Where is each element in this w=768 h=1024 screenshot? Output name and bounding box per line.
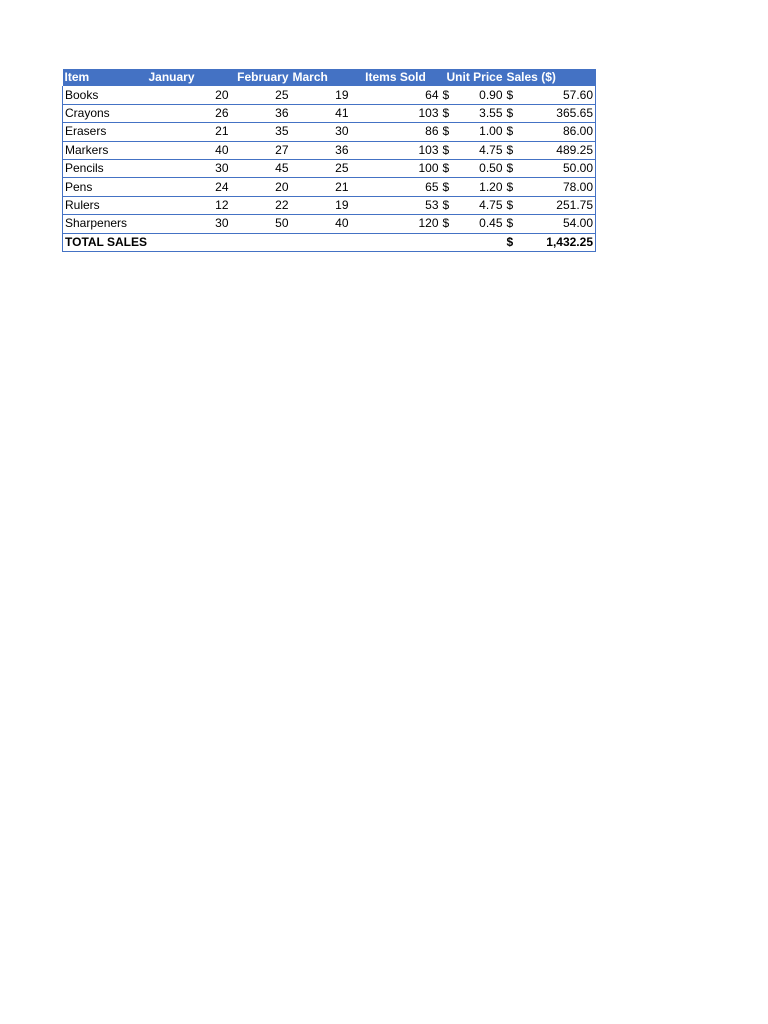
sales-cell[interactable]: [505, 159, 596, 177]
february-cell[interactable]: 35: [231, 123, 291, 141]
table-row-2: [63, 104, 596, 122]
january-cell[interactable]: 26: [147, 104, 231, 122]
sales-value: 365.65: [556, 105, 593, 120]
march-cell[interactable]: 21: [291, 178, 351, 196]
february-cell[interactable]: 22: [231, 196, 291, 214]
unit-price-currency: $: [442, 142, 450, 157]
february-cell[interactable]: 25: [231, 86, 291, 104]
header-row: [63, 69, 596, 86]
table-row-1: [63, 86, 596, 104]
march-cell[interactable]: 40: [291, 215, 351, 233]
items-sold-cell[interactable]: 103: [351, 104, 441, 122]
items-sold-cell[interactable]: 65: [351, 178, 441, 196]
sales-cell[interactable]: [505, 178, 596, 196]
item-cell[interactable]: Pens: [63, 178, 147, 196]
unit-price-cell[interactable]: [441, 196, 505, 214]
item-cell[interactable]: Markers: [63, 141, 147, 159]
total-row: [63, 233, 596, 251]
unit-price-currency: $: [442, 179, 450, 194]
items-sold-cell[interactable]: 120: [351, 215, 441, 233]
unit-price-currency: $: [442, 161, 450, 176]
sales-currency: $: [506, 197, 514, 212]
item-cell[interactable]: Erasers: [63, 123, 147, 141]
january-cell[interactable]: 21: [147, 123, 231, 141]
sales-value: 78.00: [562, 179, 593, 194]
sales-currency: $: [506, 87, 514, 102]
sales-currency: $: [506, 142, 514, 157]
sales-value: 489.25: [556, 142, 593, 157]
item-cell[interactable]: Rulers: [63, 196, 147, 214]
march-cell[interactable]: 25: [291, 159, 351, 177]
unit-price-value: 1.20: [479, 179, 503, 194]
january-cell[interactable]: 30: [147, 215, 231, 233]
header-unit-price[interactable]: Unit Price: [441, 69, 505, 86]
header-january[interactable]: January: [147, 69, 231, 86]
table-row-6: [63, 178, 596, 196]
sales-value: 57.60: [562, 87, 593, 102]
item-cell[interactable]: Crayons: [63, 104, 147, 122]
table-row-4: [63, 141, 596, 159]
unit-price-cell[interactable]: [441, 104, 505, 122]
unit-price-value: 3.55: [479, 105, 503, 120]
march-cell[interactable]: 36: [291, 141, 351, 159]
unit-price-value: 0.45: [479, 216, 503, 231]
march-cell[interactable]: 30: [291, 123, 351, 141]
total-value-cell[interactable]: [505, 233, 596, 251]
february-cell[interactable]: 45: [231, 159, 291, 177]
unit-price-cell[interactable]: [441, 215, 505, 233]
unit-price-cell[interactable]: [441, 159, 505, 177]
january-cell[interactable]: 40: [147, 141, 231, 159]
sales-value: 54.00: [562, 216, 593, 231]
february-cell[interactable]: 27: [231, 141, 291, 159]
january-cell[interactable]: 12: [147, 196, 231, 214]
unit-price-cell[interactable]: [441, 123, 505, 141]
header-items-sold[interactable]: Items Sold: [351, 69, 441, 86]
header-sales[interactable]: Sales ($): [505, 69, 596, 86]
total-currency: $: [506, 234, 514, 249]
unit-price-value: 1.00: [479, 124, 503, 139]
unit-price-currency: $: [442, 216, 450, 231]
sales-cell[interactable]: [505, 123, 596, 141]
table-row-8: [63, 215, 596, 233]
sales-cell[interactable]: [505, 141, 596, 159]
unit-price-value: 4.75: [479, 142, 503, 157]
sales-value: 86.00: [562, 124, 593, 139]
unit-price-currency: $: [442, 124, 450, 139]
item-cell[interactable]: Sharpeners: [63, 215, 147, 233]
table-row-3: [63, 123, 596, 141]
unit-price-currency: $: [442, 87, 450, 102]
table-row-7: [63, 196, 596, 214]
table-row-5: [63, 159, 596, 177]
items-sold-cell[interactable]: 53: [351, 196, 441, 214]
march-cell[interactable]: 41: [291, 104, 351, 122]
item-cell[interactable]: Books: [63, 86, 147, 104]
march-cell[interactable]: 19: [291, 196, 351, 214]
unit-price-value: 4.75: [479, 197, 503, 212]
unit-price-cell[interactable]: [441, 178, 505, 196]
sales-currency: $: [506, 124, 514, 139]
header-february[interactable]: February: [231, 69, 291, 86]
items-sold-cell[interactable]: 103: [351, 141, 441, 159]
unit-price-value: 0.50: [479, 161, 503, 176]
february-cell[interactable]: 36: [231, 104, 291, 122]
header-item[interactable]: Item: [63, 69, 147, 86]
header-march[interactable]: March: [291, 69, 351, 86]
february-cell[interactable]: 50: [231, 215, 291, 233]
sales-cell[interactable]: [505, 215, 596, 233]
sales-cell[interactable]: [505, 86, 596, 104]
february-cell[interactable]: 20: [231, 178, 291, 196]
unit-price-cell[interactable]: [441, 141, 505, 159]
sales-cell[interactable]: [505, 196, 596, 214]
sales-currency: $: [506, 161, 514, 176]
unit-price-value: 0.90: [479, 87, 503, 102]
total-label[interactable]: TOTAL SALES: [63, 233, 505, 251]
sales-value: 251.75: [556, 197, 593, 212]
sales-cell[interactable]: [505, 104, 596, 122]
total-value: 1,432.25: [546, 234, 593, 249]
sales-value: 50.00: [562, 161, 593, 176]
items-sold-cell[interactable]: 100: [351, 159, 441, 177]
unit-price-currency: $: [442, 197, 450, 212]
items-sold-cell[interactable]: 64: [351, 86, 441, 104]
january-cell[interactable]: 30: [147, 159, 231, 177]
sales-table: [62, 69, 596, 252]
item-cell[interactable]: Pencils: [63, 159, 147, 177]
unit-price-currency: $: [442, 105, 450, 120]
sales-currency: $: [506, 179, 514, 194]
january-cell[interactable]: 24: [147, 178, 231, 196]
march-cell[interactable]: 19: [291, 86, 351, 104]
sales-currency: $: [506, 105, 514, 120]
sales-currency: $: [506, 216, 514, 231]
items-sold-cell[interactable]: 86: [351, 123, 441, 141]
january-cell[interactable]: 20: [147, 86, 231, 104]
unit-price-cell[interactable]: [441, 86, 505, 104]
